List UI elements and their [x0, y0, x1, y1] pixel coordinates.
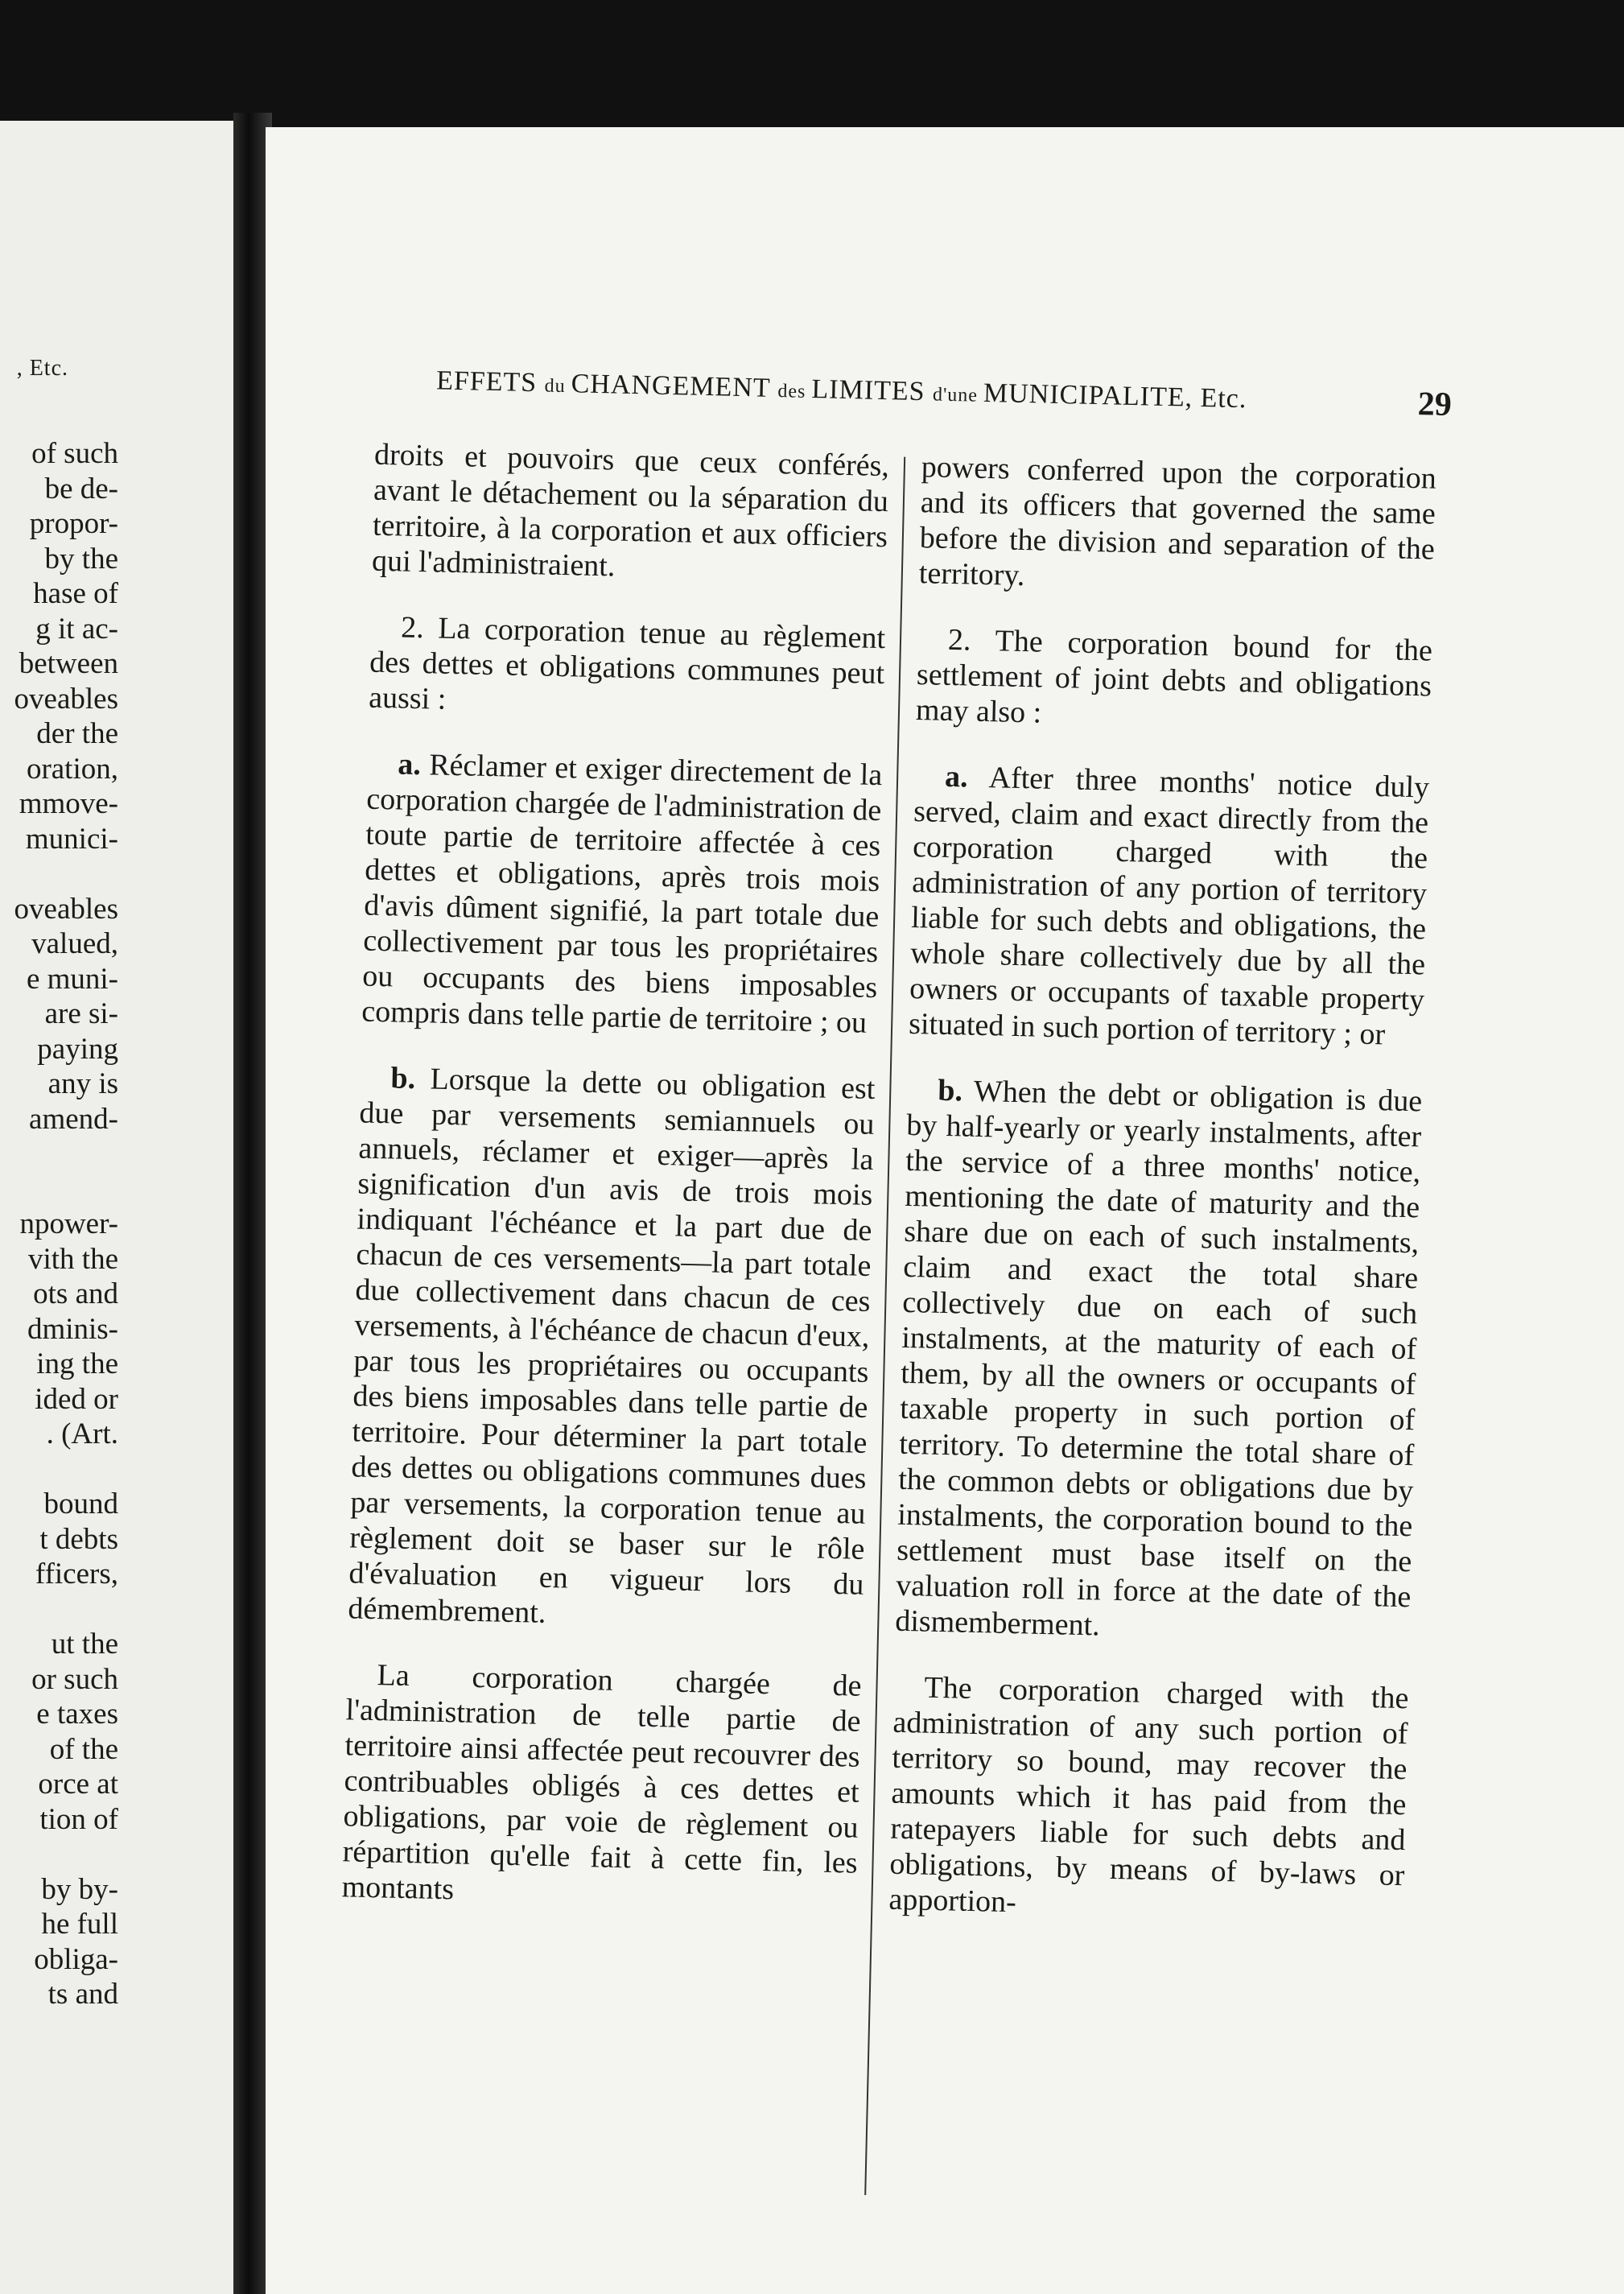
english-clause-b	[895, 1072, 1423, 1650]
left-page-line: vith the	[27, 1242, 118, 1276]
left-page-line: munici-	[25, 822, 118, 856]
clause-label: b.	[937, 1073, 963, 1108]
left-page-line: he full	[41, 1908, 118, 1941]
running-header	[436, 365, 1483, 419]
left-page-line: e taxes	[36, 1698, 118, 1731]
clause-text: Réclamer et exiger directement de la corporation chargée de l'administration de toute partie de territoire affectée à ces dettes et obligations, après trois mois d'avis dûment signifié, la part totale due collectivement par tous les propriétaires ou occupants des biens imposables compris dans telle partie de territoire ; ou	[361, 748, 883, 1040]
left-page-line: g it ac-	[35, 612, 118, 646]
left-page-line: mmove-	[19, 787, 118, 820]
left-page-line: ots and	[33, 1277, 118, 1310]
page-content	[266, 127, 1624, 2294]
left-page-fragment	[0, 121, 237, 2294]
left-page-line: valued,	[31, 927, 118, 960]
left-page-line: ided or	[35, 1382, 118, 1416]
left-page-line: amend-	[29, 1102, 118, 1136]
english-paragraph-continuation: powers conferred upon the corporation and its officers that governed the same before the division and separation of the territory.	[918, 450, 1437, 593]
left-page-line: obliga-	[34, 1942, 118, 1976]
header-part: CHANGEMENT	[571, 369, 778, 404]
left-page-line: oration,	[26, 752, 118, 786]
header-part: du	[544, 375, 571, 398]
header-part: MUNICIPALITE, Etc.	[983, 378, 1247, 415]
left-page-line: orce at	[38, 1768, 118, 1801]
english-paragraph-3: The corporation charged with the administration of any such portion of territory so bound, may recover the amounts which it has paid from the ratepayers liable for such debts and obligations, by means of by-laws or apportion-	[888, 1670, 1409, 1920]
left-page-line: ts and	[47, 1978, 118, 2011]
left-page-line: by by-	[41, 1872, 118, 1906]
left-page-line: e muni-	[26, 962, 118, 996]
left-page-line: oveables	[14, 682, 118, 716]
main-page	[266, 127, 1624, 2294]
header-part: d'une	[932, 384, 984, 406]
left-page-line: be de-	[44, 472, 118, 505]
english-paragraph-2: 2. The corporation bound for the settlement of joint debts and obligations may also :	[915, 622, 1433, 730]
left-page-line: of such	[31, 437, 118, 470]
french-paragraph-continuation: droits et pouvoirs que ceux conférés, avant le détachement ou la séparation du territoire, à la corporation et aux officiers qui l'administraient.	[371, 437, 890, 584]
left-page-line: oveables	[14, 892, 118, 926]
french-column	[340, 437, 889, 1947]
left-page-line: ut the	[51, 1628, 118, 1661]
english-clause-a	[909, 758, 1430, 1053]
left-page-line: tion of	[39, 1802, 118, 1836]
left-page-line: any is	[47, 1067, 118, 1100]
left-page-line: hase of	[33, 577, 118, 610]
left-page-line: der the	[36, 717, 118, 750]
left-page-line: t debts	[39, 1522, 118, 1556]
french-paragraph-2: 2. La corporation tenue au règlement des dettes et obligations communes peut aussi :	[368, 610, 886, 716]
header-part: des	[777, 381, 812, 402]
clause-text: After three months' notice duly served, claim and exact directly from the corporation charged with the administration of any portion of territory liable for such debts and obligations, the whole share collectively due by all the owners or occupants of taxable property situated in such portion of territory ; or	[908, 760, 1430, 1052]
clause-text: Lorsque la dette ou obligation est due par versements semiannuels ou annuels, réclamer et exiger—après la signification d'un avis de trois mois indiquant l'échéance et la part due de chacun de ces versements—la part totale due collectivement dans chacun de ces versements, à l'échéance de chacun d'eux, par tous les propriétaires ou occupants des biens imposables dans telle partie de territoire. Pour déterminer la part totale des dettes ou obligations communes dues par versements, la corporation tenue au règlement doit se baser sur le rôle d'évaluation en vigueur lors du démembrement.	[348, 1062, 876, 1630]
left-page-line: propor-	[29, 507, 118, 540]
left-page-line: between	[19, 647, 118, 680]
left-page-header: , Etc.	[16, 356, 68, 381]
page-number: 29	[1417, 386, 1453, 424]
french-paragraph-3: La corporation chargée de l'administration de telle partie de territoire ainsi affectée peut recouvrer des contribuables obligés à ces dettes et obligations, par voie de règlement ou répartition qu'elle fait à cette fin, les montants	[341, 1658, 863, 1907]
french-clause-b	[348, 1059, 876, 1637]
left-page-line: are si-	[44, 997, 118, 1030]
left-page-line: . (Art.	[46, 1417, 118, 1450]
left-page-line: bound	[43, 1487, 118, 1520]
left-page-line: by the	[44, 542, 118, 576]
left-page-line: of the	[49, 1732, 118, 1766]
left-page-line: paying	[37, 1032, 118, 1066]
left-page-line: ing the	[36, 1347, 118, 1380]
clause-label: a.	[944, 759, 969, 794]
clause-label: a.	[397, 747, 422, 782]
header-part: EFFETS	[435, 365, 546, 398]
clause-text: When the debt or obligation is due by half-yearly or yearly instalments, after the service of a three months' notice, mentioning the date of maturity and the share due on each of such instalments, claim and exact the total share collectively due on each of such instalments, at the maturity of each of them, by all the owners or occupants of taxable property in such portion of territory. To determine the total share of the common debts or obligations due by instalments, the corporation bound to the settlement must base itself on the valuation roll in force at the date of the dismemberment.	[894, 1074, 1423, 1643]
left-page-line: fficers,	[35, 1558, 118, 1591]
french-clause-a	[361, 746, 883, 1041]
left-page-line: npower-	[19, 1207, 118, 1240]
english-column	[888, 449, 1436, 1959]
left-page-line: dminis-	[27, 1312, 118, 1346]
left-page-line: or such	[31, 1662, 118, 1696]
header-part: LIMITES	[811, 373, 934, 407]
clause-label: b.	[390, 1061, 416, 1096]
